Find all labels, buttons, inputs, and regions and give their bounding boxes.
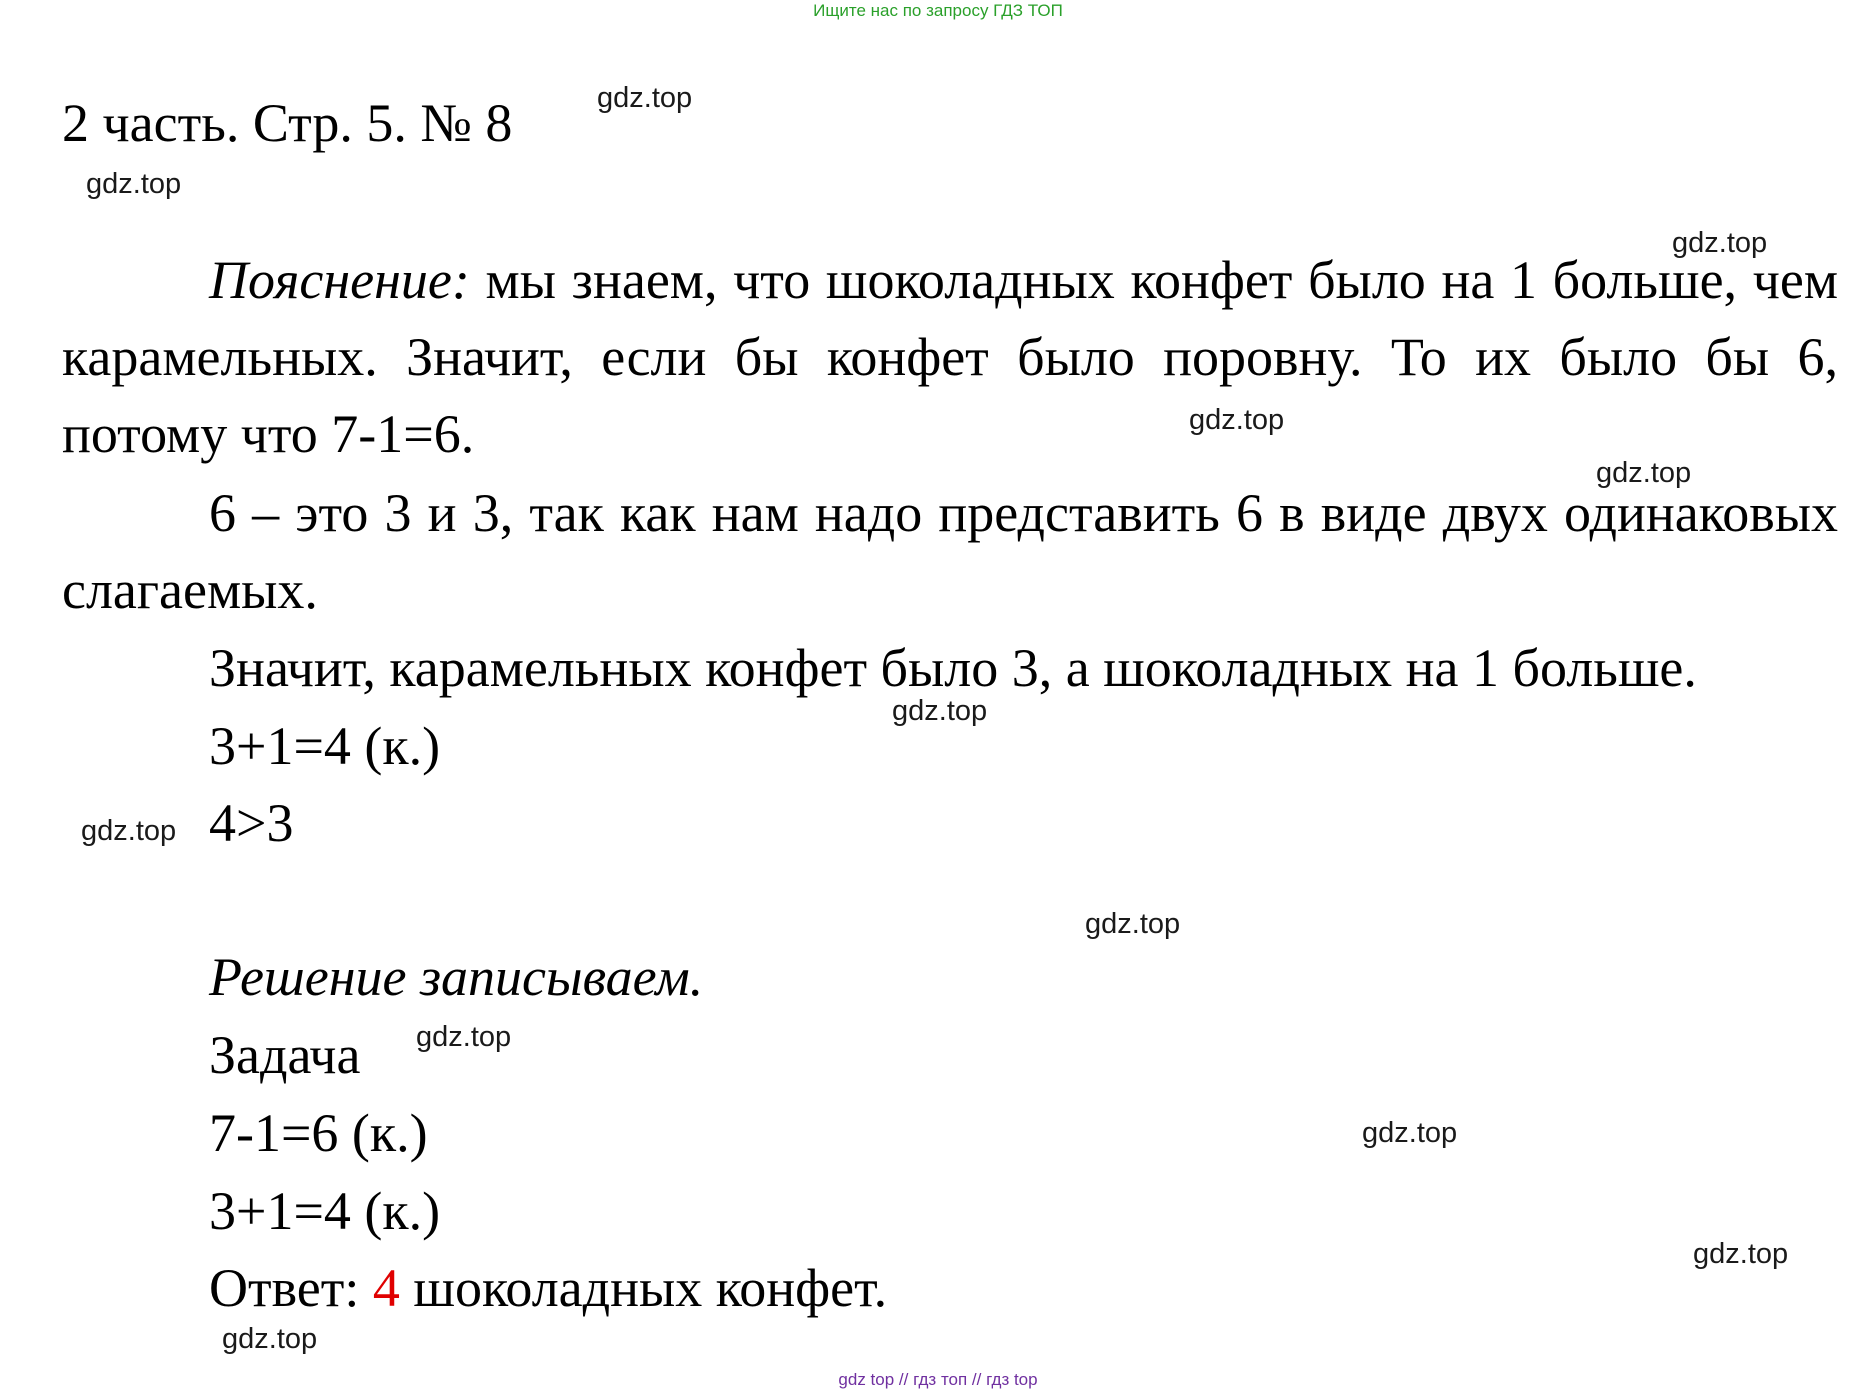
watermark: gdz.top <box>1085 908 1181 940</box>
watermark: gdz.top <box>1362 1117 1458 1149</box>
watermark: gdz.top <box>86 168 182 200</box>
watermark: gdz.top <box>1189 404 1285 436</box>
watermark: gdz.top <box>416 1021 512 1053</box>
task-label: Задача <box>209 1025 361 1085</box>
calculation-line: 3+1=4 (к.) <box>209 716 441 776</box>
solution-label: Решение записываем. <box>209 947 704 1007</box>
solution-step-1: 7-1=6 (к.) <box>209 1103 428 1163</box>
answer-suffix: шоколадных конфет. <box>399 1258 888 1318</box>
answer-value: 4 <box>372 1258 400 1318</box>
decomposition-text: 6 – это 3 и 3, так как нам надо представить 6 в виде двух одинаковых слагаемых. <box>62 483 1838 620</box>
watermark: gdz.top <box>1693 1238 1789 1270</box>
footer-links: gdz top // гдз топ // гдз top <box>838 1370 1038 1389</box>
explanation-label: Пояснение: <box>209 250 470 310</box>
watermark: gdz.top <box>81 815 177 847</box>
watermark: gdz.top <box>597 82 693 114</box>
solution-step-2: 3+1=4 (к.) <box>209 1181 441 1241</box>
watermark: gdz.top <box>1596 457 1692 489</box>
decomposition-paragraph <box>62 475 1838 629</box>
conclusion-line: Значит, карамельных конфет было 3, а шоколадных на 1 больше. <box>209 638 1697 698</box>
page-heading: 2 часть. Стр. 5. № 8 <box>62 93 513 153</box>
comparison-line: 4>3 <box>209 793 294 853</box>
explanation-text: мы знаем, что шоколадных конфет было на 1 больше, чем карамельных. Значит, если бы конфет было поровну. То их было бы 6, потому что 7-1=6. <box>62 250 1838 464</box>
watermark: gdz.top <box>1672 227 1768 259</box>
explanation-paragraph <box>62 242 1838 473</box>
answer-prefix: Ответ: <box>209 1258 373 1318</box>
top-banner: Ищите нас по запросу ГДЗ ТОП <box>813 1 1063 20</box>
answer-line <box>209 1255 887 1321</box>
watermark: gdz.top <box>892 695 988 727</box>
watermark: gdz.top <box>222 1323 318 1355</box>
